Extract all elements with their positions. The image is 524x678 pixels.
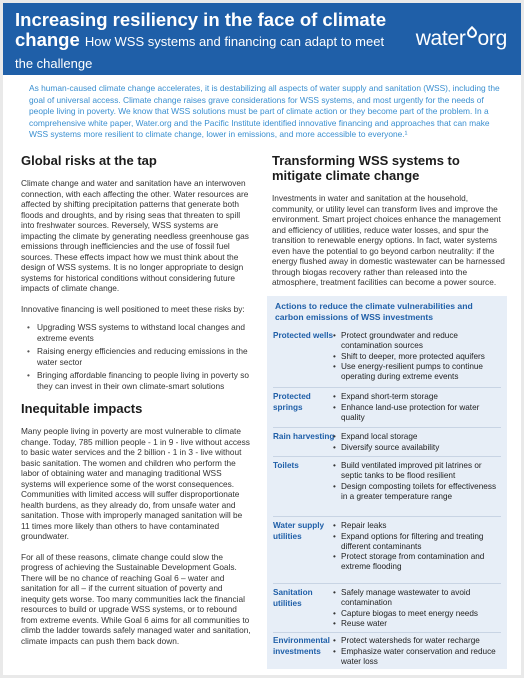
water-drop-icon — [464, 26, 478, 40]
row-actions — [333, 432, 501, 453]
row-actions — [333, 636, 501, 667]
document-page — [3, 3, 521, 675]
row-label: Sanitation utilities — [273, 588, 313, 608]
transforming-paragraph: Investments in water and sanitation at the household, community, or utility level can transform lives and improve the environment. Smart project choices enhance the management and efficiency of utilities, reduce water losses, and spur the transition to renewable energy options. In fact, water systems even have the potential to go beyond carbon neutrality: if the energy flushed away in domestic wastewater can be harnessed through biogas recovery rather than released into the atmosphere, treatment facilities can become a power source. — [272, 193, 505, 287]
list-item: • Reuse water — [333, 619, 501, 629]
list-item: • Protect storage from contamination and extreme flooding — [333, 552, 501, 572]
intro-paragraph: As human-caused climate change accelerates, it is destabilizing all aspects of water supply and sanitation (WSS), including the goal of universal access. Climate change raises grave considerations for WSS systems, and most urgently for the needs of people living in poverty. We know that WSS solutions must be part of climate action or they become part of the problem. In a comprehensive white paper, Water.org and the Pacific Institute identified innovative financing and approaches that can make WSS systems more resilient to climate change, lower in emissions, and more accessible to everyone.¹ — [29, 83, 500, 140]
list-item: • Safely manage wastewater to avoid contamination — [333, 588, 501, 608]
sdg-paragraph: For all of these reasons, climate change could slow the progress of achieving the Sustainable Development Goals. There will be no chance of reaching Goal 6 – water and sanitation for all – if the current situation of poverty and inequity gets worse. Too many communities lack the financial resources to build or upgrade WSS systems, or to rebound from extreme events. While Goal 6 aims for all communities to climb the ladder towards safely managed water and sanitation, climate impacts can push them back down. — [21, 551, 251, 646]
row-label: Rain harvesting — [273, 432, 335, 441]
list-item: • Raising energy efficiencies and reducing emissions in the water sector — [27, 346, 253, 367]
heading-transforming-wss: Transforming WSS systems to mitigate climate change — [272, 153, 460, 183]
list-item: • Diversify source availability — [333, 443, 501, 453]
page-title — [15, 10, 395, 74]
row-divider — [273, 632, 501, 633]
logo-text-org: org — [477, 27, 507, 50]
row-label: Water supply utilities — [273, 521, 325, 541]
list-item: • Expand local storage — [333, 432, 501, 442]
list-item: • Bringing affordable financing to people living in poverty so they can invest in their own climate-smart solutions — [27, 370, 253, 391]
row-label: Protected wells — [273, 331, 334, 340]
list-item: • Capture biogas to meet energy needs — [333, 609, 501, 619]
risks-list — [21, 322, 253, 391]
row-label: Environmental investments — [273, 636, 330, 656]
list-item: • Expand options for filtering and treating different contaminants — [333, 532, 501, 552]
row-label: Protected springs — [273, 392, 311, 412]
list-item: • Protect watersheds for water recharge — [333, 636, 501, 646]
row-actions — [333, 392, 501, 423]
list-item: • Emphasize water conservation and reduce water loss — [333, 647, 501, 667]
header-banner — [3, 3, 521, 75]
left-column — [21, 153, 253, 646]
innovative-financing-paragraph: Innovative financing is well positioned to meet these risks by: — [21, 303, 245, 314]
right-column — [268, 153, 506, 288]
row-divider — [273, 583, 501, 584]
list-item: • Build ventilated improved pit latrines or septic tanks to be flood resilient — [333, 461, 501, 481]
logo-text-water: water — [415, 27, 466, 50]
list-item: • Enhance land-use protection for water quality — [333, 403, 501, 423]
list-item: • Expand short-term storage — [333, 392, 501, 402]
row-actions — [333, 588, 501, 630]
row-label: Toilets — [273, 461, 299, 470]
list-item: • Protect groundwater and reduce contamination sources — [333, 331, 501, 351]
heading-inequitable-impacts: Inequitable impacts — [21, 401, 143, 416]
heading-global-risks: Global risks at the tap — [21, 153, 157, 168]
row-actions — [333, 331, 501, 383]
list-item: • Shift to deeper, more protected aquifers — [333, 352, 501, 362]
list-item: • Design composting toilets for effectiveness in a greater temperature range — [333, 482, 501, 502]
row-divider — [273, 427, 501, 428]
list-item: • Repair leaks — [333, 521, 501, 531]
list-item: • Use energy-resilient pumps to continue operating during extreme events — [333, 362, 501, 382]
global-risks-paragraph: Climate change and water and sanitation have an interwoven connection, with each affecting the other. Water resources are affected by shifting precipitation patterns that generate both floods and droughts, and by rising seas that threaten to spill into freshwater sources. Reversely, WSS systems are impacting the climate by generating needless greenhouse gas emissions through inefficiencies and the use of fossil fuel sources. These effects impact how we must think about the design of WSS systems. It is no longer appropriate to design systems for historical conditions without considering future impacts of climate change. — [21, 178, 249, 293]
page-subtitle: How WSS systems and financing can adapt to meet the challenge — [15, 34, 385, 71]
row-actions — [333, 461, 501, 502]
row-divider — [273, 387, 501, 388]
row-divider — [273, 456, 501, 457]
row-divider — [273, 516, 501, 517]
inequitable-impacts-paragraph: Many people living in poverty are most vulnerable to climate change. Today, 785 million people - 1 in 9 - live without access to basic water services and the 2 billion - 1 in 3 - live without basic sanitation. The women and children who perform the labor of obtaining water and managing traditional WSS systems will experience some of the worst consequences. Communities with limited access will suffer disproportionate health burdens, as they already do, from unsafe water and sanitation. Those with improperly managed sanitation will be 11 times more likely than others to have contaminated groundwater. — [21, 426, 250, 541]
actions-table — [267, 296, 507, 669]
row-actions — [333, 521, 501, 573]
list-item: • Upgrading WSS systems to withstand local changes and extreme events — [27, 322, 253, 343]
actions-table-heading: Actions to reduce the climate vulnerabilities and carbon emissions of WSS investments — [275, 301, 473, 322]
water-org-logo — [416, 27, 507, 51]
title-text: Increasing resiliency in the face of climate change — [15, 9, 387, 50]
